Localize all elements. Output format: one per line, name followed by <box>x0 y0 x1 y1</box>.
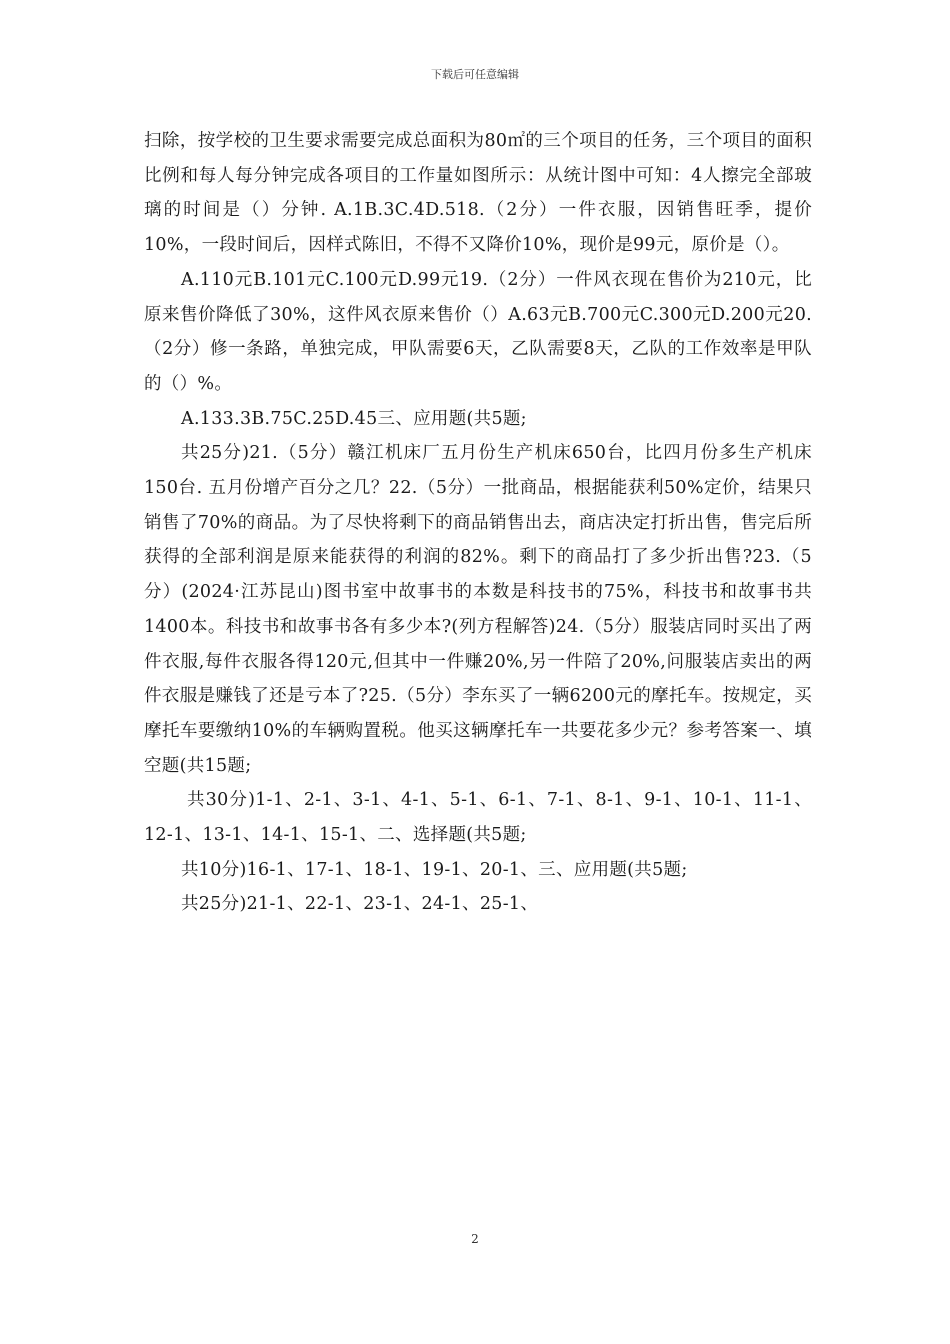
page-header: 下载后可任意编辑 <box>431 68 519 81</box>
document-body <box>144 124 812 922</box>
paragraph-1: 扫除，按学校的卫生要求需要完成总面积为80㎡的三个项目的任务，三个项目的面积比例和每人每分钟完成各项目的工作量如图所示：从统计图中可知：4人擦完全部玻璃的时间是（）分钟. A.1B.3C.4D.518.（2分）一件衣服，因销售旺季，提价10%，一段时间后，因样式陈旧，不得不又降价10%，现价是99元，原价是（）。 <box>144 131 812 256</box>
paragraph-4: 共25分)21.（5分）赣江机床厂五月份生产机床650台，比四月份多生产机床150台. 五月份增产百分之几？22.（5分）一批商品，根据能获利50%定价，结果只销售了70%的商品。为了尽快将剩下的商品销售出去，商店决定打折出售，售完后所获得的全部利润是原来能获得的利润的82%。剩下的商品打了多少折出售?23.（5分）(2024·江苏昆山)图书室中故事书的本数是科技书的75%，科技书和故事书共1400本。科技书和故事书各有多少本?(列方程解答)24.（5分）服装店同时买出了两件衣服,每件衣服各得120元,但其中一件赚20%,另一件陪了20%,问服装店卖出的两件衣服是赚钱了还是亏本了?25.（5分）李东买了一辆6200元的摩托车。按规定，买摩托车要缴纳10%的车辆购置税。他买这辆摩托车一共要花多少元？参考答案一、填空题(共15题; <box>144 443 812 776</box>
paragraph-7: 共25分)21-1、22-1、23-1、24-1、25-1、 <box>181 894 539 915</box>
paragraph-6: 共10分)16-1、17-1、18-1、19-1、20-1、三、应用题(共5题; <box>181 859 688 880</box>
page-number: 2 <box>471 1232 479 1246</box>
paragraph-3: A.133.3B.75C.25D.45三、应用题(共5题; <box>181 408 527 429</box>
paragraph-5: 共30分)1-1、2-1、3-1、4-1、5-1、6-1、7-1、8-1、9-1、10-1、11-1、12-1、13-1、14-1、15-1、二、选择题(共5题; <box>144 790 812 846</box>
paragraph-2: A.110元B.101元C.100元D.99元19.（2分）一件风衣现在售价为210元，比原来售价降低了30%，这件风衣原来售价（）A.63元B.700元C.300元D.200元20.（2分）修一条路，单独完成，甲队需要6天，乙队需要8天，乙队的工作效率是甲队的（）%。 <box>144 269 812 394</box>
